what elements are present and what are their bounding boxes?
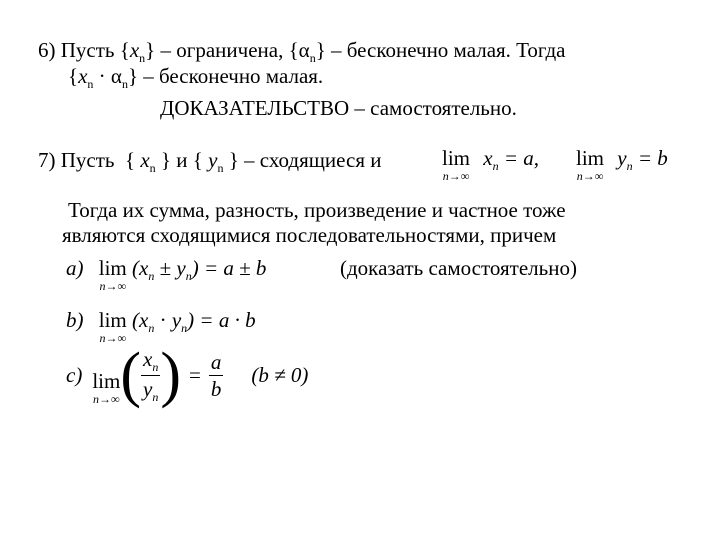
subscript-n: n (148, 321, 155, 335)
subscript-n: n (149, 161, 156, 175)
a-label: a) (66, 256, 84, 280)
brace-close: } (160, 148, 172, 172)
paren-close: ) (160, 341, 181, 409)
item6-text-c: } – бесконечно малая. Тогда (315, 38, 566, 62)
a-note: (доказать самостоятельно) (340, 256, 577, 280)
lim-operator: lim n→∞ (576, 146, 605, 183)
formula-a (66, 256, 266, 292)
c-condition: (b ≠ 0) (251, 363, 309, 387)
then-line1: Тогда их сумма, разность, произведение и частное тоже (68, 198, 566, 222)
limit-yn (576, 146, 668, 182)
item6-line2 (68, 64, 323, 91)
b-rhs: ) = a · b (187, 308, 256, 332)
fraction-ab: $\frac{a}{b}$ (210, 349, 222, 401)
lim-operator: lim n→∞ (98, 308, 127, 345)
item7-pusty: Пусть (60, 148, 115, 172)
subscript-n: n (309, 51, 316, 65)
subscript-n: n (626, 159, 633, 173)
a-rhs: ) = a ± b (191, 256, 267, 280)
lim-operator: lim n→∞ (98, 256, 127, 293)
x-symbol: x (483, 146, 493, 170)
fraction-xy: $\frac{x_n}{y_n}$ (143, 346, 159, 404)
item6-text-b: } – ограничена, { (145, 38, 299, 62)
brace-open: { (68, 64, 79, 88)
alpha-symbol: α (110, 64, 122, 88)
x-symbol: x (140, 148, 150, 172)
item6-line1 (38, 38, 566, 65)
subscript-n: n (139, 51, 146, 65)
subscript-n: n (121, 77, 128, 91)
y-symbol: y (176, 256, 186, 280)
brace-open: { (192, 148, 203, 172)
alpha-symbol: α (298, 38, 310, 62)
y-symbol: y (208, 148, 218, 172)
dot-operator: · (98, 64, 106, 88)
plus-minus: ± (159, 256, 172, 280)
subscript-n: n (87, 77, 94, 91)
dot-operator: · (159, 308, 167, 332)
lim-operator: lim n→∞ (92, 369, 121, 406)
y-symbol: y (171, 308, 182, 332)
equals-sign: = (188, 363, 201, 387)
item6-label: 6) (38, 38, 56, 62)
item7-line1 (38, 148, 382, 175)
formula-b (66, 308, 256, 344)
and-word: и (176, 148, 188, 172)
formula-c (66, 341, 309, 409)
xn-rhs: = a, (503, 146, 540, 170)
lim-operator: lim n→∞ (442, 146, 471, 183)
subscript-n: n (492, 159, 499, 173)
then-line2: являются сходящимися последовательностями, причем (62, 223, 557, 247)
yn-rhs: = b (637, 146, 668, 170)
x-symbol: x (78, 64, 88, 88)
item6-text-d: } – бесконечно малая. (127, 64, 324, 88)
limit-xn (442, 146, 539, 182)
item7-label: 7) (38, 148, 56, 172)
subscript-n: n (185, 269, 192, 283)
x-symbol: x (129, 38, 140, 62)
b-label: b) (66, 308, 84, 332)
subscript-n: n (181, 321, 188, 335)
subscript-n: n (148, 269, 155, 283)
item6-text-a: Пусть { (60, 38, 130, 62)
expr-part: (x (132, 308, 149, 332)
proof-line: ДОКАЗАТЕЛЬСТВО – самостоятельно. (160, 96, 517, 120)
expr-part: (x (132, 256, 149, 280)
brace-close: } (228, 148, 239, 172)
subscript-n: n (217, 161, 224, 175)
converge-text: – сходящиеся и (244, 148, 382, 172)
c-label: c) (66, 363, 83, 387)
brace-open: { (125, 148, 136, 172)
y-symbol: y (617, 146, 627, 170)
paren-open: ( (120, 341, 141, 409)
